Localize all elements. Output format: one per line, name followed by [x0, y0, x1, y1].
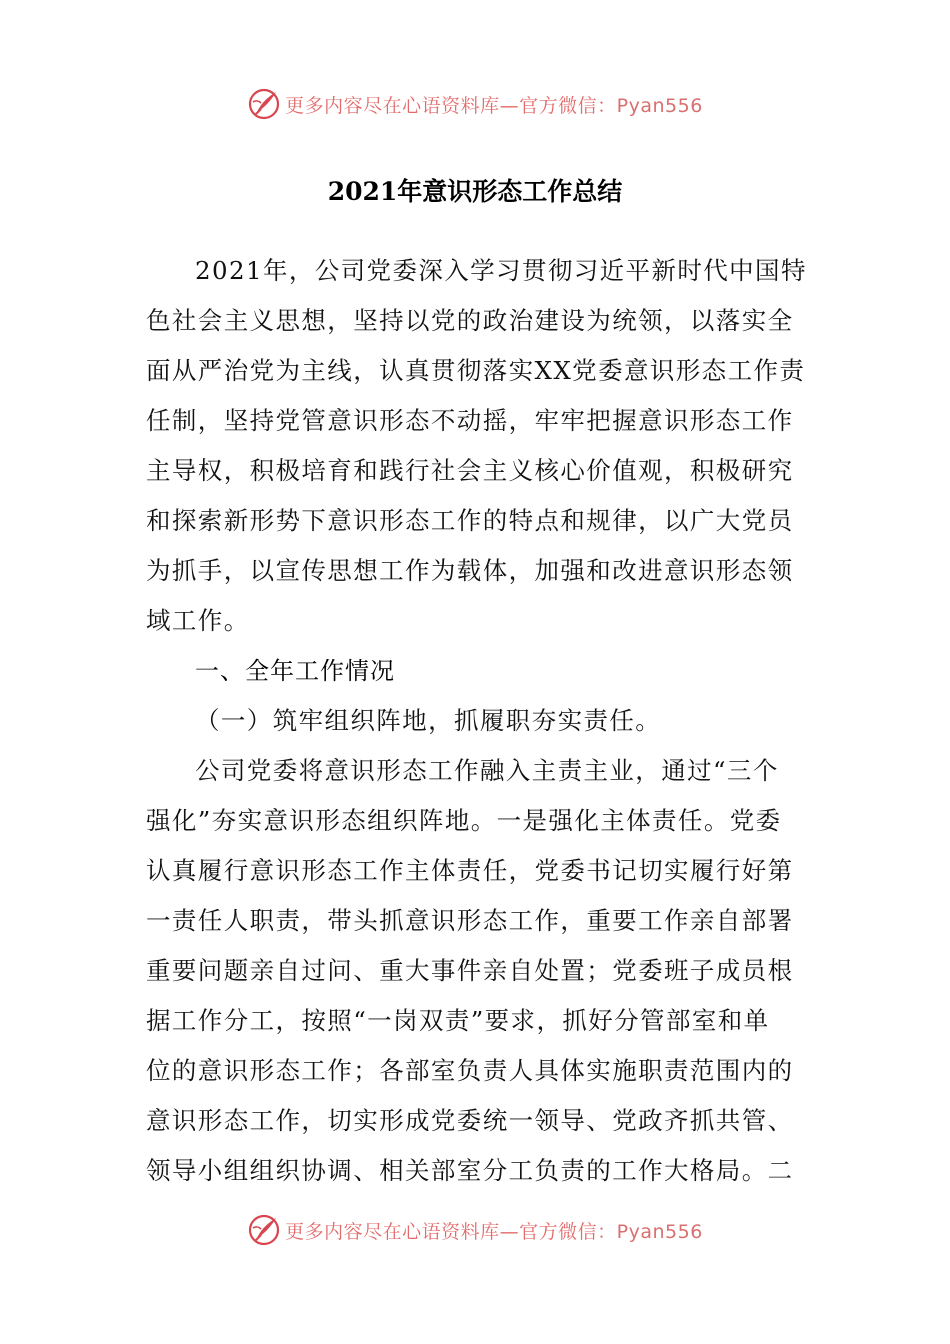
- watermark-wechat-id: Pyan556: [616, 94, 703, 117]
- paragraph-line: 2021年，公司党委深入学习贯彻习近平新时代中国特: [195, 256, 807, 285]
- paragraph-line: 强化”夯实意识形态组织阵地。一是强化主体责任。党委: [146, 806, 782, 835]
- subsection-heading: （一）筑牢组织阵地，抓履职夯实责任。: [195, 706, 662, 735]
- feather-pen-logo-icon: [247, 1213, 281, 1247]
- watermark-text: 更多内容尽在心语资料库—官方微信：Pyan556: [285, 94, 703, 117]
- paragraph-line: 主导权，积极培育和践行社会主义核心价值观，积极研究: [146, 456, 794, 485]
- paragraph-line: 色社会主义思想，坚持以党的政治建设为统领，以落实全: [146, 306, 794, 335]
- document-body: [146, 246, 806, 1196]
- paragraph-line: 域工作。: [146, 606, 250, 635]
- header-watermark: [0, 84, 950, 124]
- document-title: 2021年意识形态工作总结: [327, 177, 623, 206]
- footer-watermark: [0, 1210, 950, 1250]
- section-heading: 一、全年工作情况: [195, 657, 395, 685]
- watermark-text: 更多内容尽在心语资料库—官方微信：Pyan556: [285, 1220, 703, 1243]
- watermark-wechat-id: Pyan556: [616, 1220, 703, 1243]
- paragraph-line: 公司党委将意识形态工作融入主责主业，通过“三个: [195, 756, 779, 785]
- paragraph-line: 重要问题亲自过问、重大事件亲自处置；党委班子成员根: [146, 956, 794, 985]
- paragraph-line: 位的意识形态工作；各部室负责人具体实施职责范围内的: [146, 1056, 794, 1085]
- paragraph-line: 和探索新形势下意识形态工作的特点和规律，以广大党员: [146, 506, 794, 535]
- paragraph-line: 一责任人职责，带头抓意识形态工作，重要工作亲自部署: [146, 906, 794, 935]
- paragraph-line: 据工作分工，按照“一岗双责”要求，抓好分管部室和单: [146, 1006, 770, 1035]
- paragraph-line: 任制，坚持党管意识形态不动摇，牢牢把握意识形态工作: [146, 406, 794, 435]
- paragraph-line: 领导小组组织协调、相关部室分工负责的工作大格局。二: [146, 1156, 794, 1185]
- paragraph-line: 认真履行意识形态工作主体责任，党委书记切实履行好第: [146, 856, 794, 885]
- paragraph-line: 为抓手，以宣传思想工作为载体，加强和改进意识形态领: [146, 556, 794, 585]
- paragraph-line: 面从严治党为主线，认真贯彻落实XX党委意识形态工作责: [146, 356, 806, 385]
- feather-pen-logo-icon: [247, 87, 281, 121]
- paragraph-line: 意识形态工作，切实形成党委统一领导、党政齐抓共管、: [146, 1106, 794, 1135]
